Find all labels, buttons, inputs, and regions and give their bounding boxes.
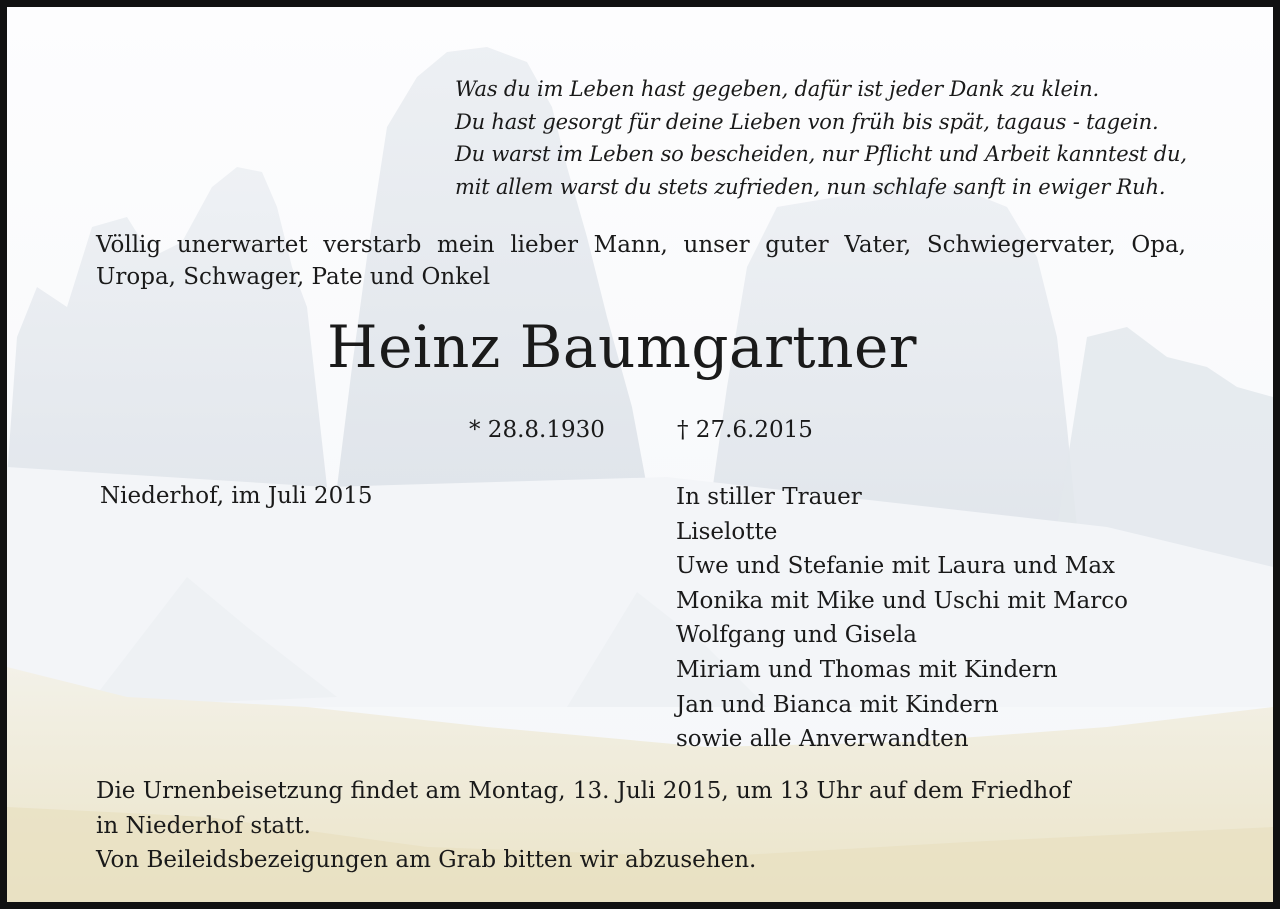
funeral-info-line: Von Beileidsbezeigungen am Grab bitten wir abzusehen. (96, 847, 757, 873)
mourner-entry: Uwe und Stefanie mit Laura und Max (676, 553, 1116, 580)
birth-date: * 28.8.1930 (469, 417, 605, 443)
death-date: † 27.6.2015 (677, 417, 813, 443)
mourner-entry: Miriam und Thomas mit Kindern (676, 656, 1058, 683)
mourner-entry: Monika mit Mike und Uschi mit Marco (676, 587, 1128, 614)
poem-line: mit allem warst du stets zufrieden, nun schlafe sanft in ewiger Ruh. (455, 174, 1166, 199)
mourner-entry: sowie alle Anverwandten (676, 726, 969, 753)
mourner-entry: Liselotte (676, 518, 778, 545)
poem-line: Du warst im Leben so bescheiden, nur Pflicht und Arbeit kanntest du, (455, 142, 1187, 166)
place-date: Niederhof, im Juli 2015 (100, 483, 373, 509)
mourners-list (676, 480, 1128, 757)
funeral-info-line: in Niederhof statt. (96, 812, 311, 839)
funeral-info-line: Die Urnenbeisetzung findet am Montag, 13. Juli 2015, um 13 Uhr auf dem Friedhof (96, 778, 1071, 804)
poem-line: Du hast gesorgt für deine Lieben von früh bis spät, tagaus - tagein. (455, 109, 1159, 134)
mourners-heading: In stiller Trauer (676, 484, 862, 510)
memorial-poem (455, 73, 1187, 203)
deceased-name: Heinz Baumgartner (327, 313, 918, 381)
funeral-info (96, 774, 1071, 878)
poem-line: Was du im Leben hast gegeben, dafür ist jeder Dank zu klein. (455, 77, 1099, 101)
mourner-entry: Jan und Bianca mit Kindern (676, 691, 999, 718)
intro-text: Völlig unerwartet verstarb mein lieber Mann, unser guter Vater, Schwiegervater, Opa, Uropa, Schwager, Pate und Onkel (96, 232, 1186, 290)
mourner-entry: Wolfgang und Gisela (676, 622, 917, 649)
